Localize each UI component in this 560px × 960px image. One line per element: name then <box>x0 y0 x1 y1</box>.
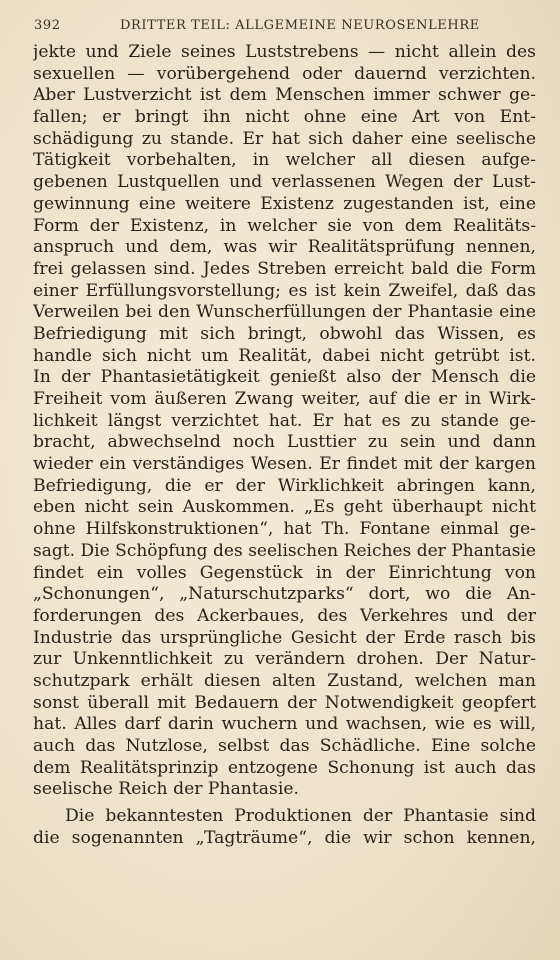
text-line: schädigung zu stande. Er hat sich daher eine seelische <box>33 128 536 149</box>
text-line: bracht, abwechselnd noch Lusttier zu sein und dann <box>33 432 536 453</box>
text-line: Freiheit vom äußeren Zwang weiter, auf die er in Wirk- <box>33 389 536 409</box>
text-line: frei gelassen sind. Jedes Streben erreicht bald die Form <box>33 258 536 279</box>
page-number: 392 <box>34 18 61 33</box>
text-line: anspruch und dem, was wir Realitätsprüfung nennen, <box>33 237 536 258</box>
running-title: DRITTER TEIL: ALLGEMEINE NEUROSENLEHRE <box>120 18 480 33</box>
text-line: ohne Hilfskonstruktionen“, hat Th. Fontane einmal ge- <box>33 519 536 540</box>
text-line: In der Phantasietätigkeit genießt also der Mensch die <box>33 367 536 388</box>
text-line: seelische Reich der Phantasie. <box>33 779 299 800</box>
text-line: Die bekanntesten Produktionen der Phantasie sind <box>65 806 536 827</box>
text-line: forderungen des Ackerbaues, des Verkehres und der <box>33 605 536 626</box>
paragraph <box>33 806 536 849</box>
text-line: Form der Existenz, in welcher sie von dem Realitäts- <box>33 215 536 236</box>
text-line: gebenen Lustquellen und verlassenen Wegen der Lust- <box>33 172 536 193</box>
text-line: Befriedigung mit sich bringt, obwohl das Wissen, es <box>33 323 536 344</box>
text-line: findet ein volles Gegenstück in der Einrichtung von <box>33 562 536 583</box>
text-line: hat. Alles darf darin wuchern und wachsen, wie es will, <box>33 714 536 735</box>
text-line: sonst überall mit Bedauern der Notwendigkeit geopfert <box>33 692 536 713</box>
text-line: die sogenannten „Tagträume“, die wir schon kennen, <box>33 827 536 848</box>
text-line: Industrie das ursprüngliche Gesicht der Erde rasch bis <box>33 627 536 648</box>
text-line: „Schonungen“, „Naturschutzparks“ dort, wo die An- <box>33 584 536 605</box>
text-line: eben nicht sein Auskommen. „Es geht überhaupt nicht <box>33 497 536 518</box>
text-line: Befriedigung, die er der Wirklichkeit abringen kann, <box>33 475 536 496</box>
text-line: zur Unkenntlichkeit zu verändern drohen. Der Natur- <box>33 649 536 670</box>
text-line: gewinnung eine weitere Existenz zugestanden ist, eine <box>33 193 536 214</box>
text-line: dem Realitätsprinzip entzogene Schonung ist auch das <box>33 757 536 778</box>
text-line: Aber Lustverzicht ist dem Menschen immer schwer ge- <box>33 85 536 106</box>
text-line: sexuellen — vorübergehend oder dauernd verzichten. <box>33 63 536 84</box>
text-line: wieder ein verständiges Wesen. Er findet mit der kargen <box>33 454 536 475</box>
body-text <box>33 42 536 849</box>
text-line: lichkeit längst verzichtet hat. Er hat es zu stande ge- <box>33 410 536 431</box>
text-line: fallen; er bringt ihn nicht ohne eine Art von Ent- <box>33 107 536 128</box>
text-line: jekte und Ziele seines Luststrebens — nicht allein des <box>33 42 536 62</box>
paragraph <box>33 42 536 801</box>
text-line: sagt. Die Schöpfung des seelischen Reiches der Phantasie <box>33 540 536 561</box>
text-line: schutzpark erhält diesen alten Zustand, welchen man <box>33 670 536 691</box>
text-line: Verweilen bei den Wunscherfüllungen der Phantasie eine <box>33 302 536 323</box>
text-line: Tätigkeit vorbehalten, in welcher all diesen aufge- <box>33 150 536 171</box>
running-head <box>34 18 534 40</box>
text-line: handle sich nicht um Realität, dabei nicht getrübt ist. <box>33 345 536 366</box>
text-line: einer Erfüllungsvorstellung; es ist kein Zweifel, daß das <box>33 280 536 301</box>
text-line: auch das Nutzlose, selbst das Schädliche. Eine solche <box>33 736 536 756</box>
